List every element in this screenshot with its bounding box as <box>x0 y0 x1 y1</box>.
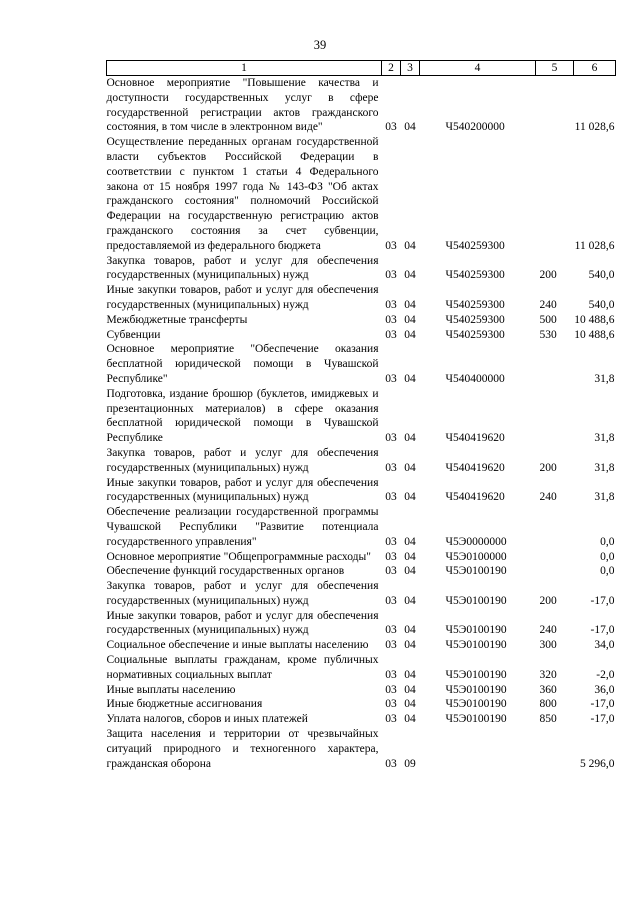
row-amount: 0,0 <box>600 565 615 578</box>
row-section: 03 <box>385 239 397 252</box>
row-expense-type: 320 <box>539 668 557 681</box>
table-row <box>107 683 616 698</box>
row-section: 03 <box>385 535 397 548</box>
row-expense-type <box>536 727 574 771</box>
table-row <box>107 76 616 136</box>
column-header-name: 1 <box>107 61 382 76</box>
row-expense-type <box>536 76 574 136</box>
row-amount: 10 488,6 <box>574 328 615 341</box>
row-target-article: Ч540419620 <box>445 461 505 474</box>
column-header-amount: 6 <box>574 61 616 76</box>
row-name: Основное мероприятие "Повышение качества и доступности государственных услуг в сфере государственной регистрации актов гражданского состояния, в том числе в электронном виде" <box>106 77 379 134</box>
row-expense-type: 200 <box>539 461 557 474</box>
row-section: 03 <box>385 432 397 445</box>
row-subsection: 04 <box>404 239 416 252</box>
row-target-article: Ч5Э0000000 <box>445 535 507 548</box>
row-amount: 540,0 <box>588 269 615 282</box>
row-amount: 5 296,0 <box>580 757 615 770</box>
row-amount: 11 028,6 <box>574 239 615 252</box>
row-amount: 540,0 <box>588 298 615 311</box>
row-section: 03 <box>385 757 397 770</box>
table-row <box>107 727 616 771</box>
table-row <box>107 342 616 386</box>
row-expense-type <box>536 387 574 446</box>
table-row <box>107 638 616 653</box>
row-subsection: 04 <box>404 298 416 311</box>
row-subsection: 04 <box>404 594 416 607</box>
row-target-article: Ч5Э0100190 <box>445 668 507 681</box>
row-section: 03 <box>385 328 397 341</box>
row-expense-type <box>536 135 574 253</box>
table-row <box>107 387 616 446</box>
row-subsection: 04 <box>404 313 416 326</box>
row-section: 03 <box>385 668 397 681</box>
row-amount: 31,8 <box>594 461 615 474</box>
row-expense-type: 240 <box>539 298 557 311</box>
row-subsection: 04 <box>404 683 416 696</box>
row-subsection: 09 <box>404 757 416 770</box>
row-target-article: Ч540419620 <box>445 432 505 445</box>
row-expense-type: 360 <box>539 683 557 696</box>
row-section: 03 <box>385 624 397 637</box>
table-row <box>107 313 616 328</box>
row-name: Иные закупки товаров, работ и услуг для обеспечения государственных (муниципальных) нужд <box>106 476 379 504</box>
row-target-article: Ч540259300 <box>445 328 505 341</box>
row-name: Подготовка, издание брошюр (буклетов, имиджевых и презентационных материалов) в сфере оказания бесплатной юридической помощи в Чувашской Республике <box>106 387 379 445</box>
row-target-article: Ч540259300 <box>445 269 505 282</box>
row-amount: 36,0 <box>594 683 615 696</box>
table-header-row <box>107 61 616 76</box>
row-subsection: 04 <box>404 121 416 134</box>
row-expense-type: 200 <box>539 269 557 282</box>
row-expense-type: 800 <box>539 698 557 711</box>
row-name: Иные закупки товаров, работ и услуг для обеспечения государственных (муниципальных) нужд <box>106 609 379 637</box>
row-name: Социальные выплаты гражданам, кроме публичных нормативных социальных выплат <box>106 654 379 681</box>
row-target-article: Ч5Э0100190 <box>445 594 507 607</box>
row-name: Межбюджетные трансферты <box>106 313 248 326</box>
row-expense-type <box>536 550 574 565</box>
row-target-article: Ч5Э0100190 <box>445 683 507 696</box>
table-row <box>107 135 616 253</box>
column-header-section: 2 <box>382 61 401 76</box>
row-name: Закупка товаров, работ и услуг для обеспечения государственных (муниципальных) нужд <box>106 446 379 474</box>
row-section: 03 <box>385 550 397 563</box>
row-subsection: 04 <box>404 491 416 504</box>
row-name: Обеспечение реализации государственной программы Чувашской Республики "Развитие потенциала государственного управления" <box>106 506 379 548</box>
row-expense-type: 240 <box>539 624 557 637</box>
row-name: Защита населения и территории от чрезвычайных ситуаций природного и техногенного характера, гражданская оборона <box>106 728 379 770</box>
row-subsection: 04 <box>404 372 416 385</box>
row-section: 03 <box>385 713 397 726</box>
row-target-article: Ч5Э0100190 <box>445 624 507 637</box>
row-amount: -2,0 <box>596 668 615 681</box>
row-expense-type: 240 <box>539 491 557 504</box>
row-expense-type <box>536 505 574 549</box>
row-section: 03 <box>385 491 397 504</box>
row-amount: -17,0 <box>590 713 615 726</box>
row-expense-type: 500 <box>539 313 557 326</box>
row-target-article: Ч5Э0100000 <box>445 550 507 563</box>
row-subsection: 04 <box>404 535 416 548</box>
column-header-expense-type: 5 <box>536 61 574 76</box>
table-row <box>107 283 616 313</box>
row-name: Закупка товаров, работ и услуг для обеспечения государственных (муниципальных) нужд <box>106 254 379 282</box>
budget-table <box>106 60 616 771</box>
table-row <box>107 328 616 343</box>
table-row <box>107 697 616 712</box>
row-section: 03 <box>385 639 397 652</box>
row-target-article: Ч5Э0100190 <box>445 713 507 726</box>
row-name: Уплата налогов, сборов и иных платежей <box>106 713 308 726</box>
row-section: 03 <box>385 683 397 696</box>
row-section: 03 <box>385 698 397 711</box>
row-amount: 10 488,6 <box>574 313 615 326</box>
table-row <box>107 476 616 506</box>
row-expense-type: 530 <box>539 328 557 341</box>
row-name: Субвенции <box>106 328 161 341</box>
row-name: Обеспечение функций государственных органов <box>106 565 345 578</box>
row-target-article: Ч540259300 <box>445 313 505 326</box>
row-subsection: 04 <box>404 461 416 474</box>
column-header-target-article: 4 <box>420 61 536 76</box>
row-section: 03 <box>385 565 397 578</box>
table-row <box>107 579 616 609</box>
row-subsection: 04 <box>404 550 416 563</box>
row-amount: 34,0 <box>594 639 615 652</box>
row-target-article: Ч540259300 <box>445 298 505 311</box>
row-section: 03 <box>385 461 397 474</box>
row-name: Иные закупки товаров, работ и услуг для обеспечения государственных (муниципальных) нужд <box>106 284 379 311</box>
row-name: Основное мероприятие "Обеспечение оказания бесплатной юридической помощи в Чувашской Республике" <box>106 343 379 385</box>
row-expense-type <box>536 564 574 579</box>
row-name: Иные бюджетные ассигнования <box>106 698 263 711</box>
row-subsection: 04 <box>404 624 416 637</box>
row-name: Иные выплаты населению <box>106 683 236 696</box>
row-name: Социальное обеспечение и иные выплаты населению <box>106 639 369 652</box>
row-target-article <box>420 727 536 771</box>
row-subsection: 04 <box>404 668 416 681</box>
row-name: Основное мероприятие "Общепрограммные расходы" <box>106 550 371 563</box>
row-expense-type: 300 <box>539 639 557 652</box>
row-subsection: 04 <box>404 698 416 711</box>
table-row <box>107 564 616 579</box>
table-row <box>107 505 616 549</box>
row-amount: 31,8 <box>594 491 615 504</box>
row-amount: 31,8 <box>594 432 615 445</box>
row-expense-type: 850 <box>539 713 557 726</box>
row-amount: 0,0 <box>600 535 615 548</box>
row-section: 03 <box>385 298 397 311</box>
table-row <box>107 550 616 565</box>
row-name: Осуществление переданных органам государственной власти субъектов Российской Федерации в соответствии с пунктом 1 статьи 4 Федерального закона от 15 ноября 1997 года № 143-ФЗ "Об актах гражданского состояния" полномочий Российской Федерации на государственную регистрацию актов гражданского состояния за счет субвенции, предоставляемой из федерального бюджета <box>106 136 379 252</box>
row-subsection: 04 <box>404 565 416 578</box>
row-section: 03 <box>385 313 397 326</box>
row-subsection: 04 <box>404 713 416 726</box>
row-target-article: Ч540400000 <box>445 372 505 385</box>
row-target-article: Ч5Э0100190 <box>445 639 507 652</box>
row-subsection: 04 <box>404 328 416 341</box>
table-row <box>107 609 616 639</box>
table-row <box>107 446 616 476</box>
row-expense-type <box>536 342 574 386</box>
row-target-article: Ч5Э0100190 <box>445 698 507 711</box>
row-expense-type: 200 <box>539 594 557 607</box>
row-amount: 11 028,6 <box>574 121 615 134</box>
row-target-article: Ч540259300 <box>445 239 505 252</box>
row-section: 03 <box>385 372 397 385</box>
row-subsection: 04 <box>404 639 416 652</box>
row-target-article: Ч5Э0100190 <box>445 565 507 578</box>
row-target-article: Ч540419620 <box>445 491 505 504</box>
row-amount: 0,0 <box>600 550 615 563</box>
row-subsection: 04 <box>404 269 416 282</box>
row-section: 03 <box>385 269 397 282</box>
row-name: Закупка товаров, работ и услуг для обеспечения государственных (муниципальных) нужд <box>106 580 379 607</box>
table-row <box>107 653 616 683</box>
row-target-article: Ч540200000 <box>445 121 505 134</box>
row-section: 03 <box>385 594 397 607</box>
page-number: 39 <box>313 38 327 52</box>
table-row <box>107 254 616 284</box>
column-header-subsection: 3 <box>401 61 420 76</box>
row-amount: 31,8 <box>594 372 615 385</box>
table-body <box>107 76 616 772</box>
row-amount: -17,0 <box>590 624 615 637</box>
row-amount: -17,0 <box>590 698 615 711</box>
row-amount: -17,0 <box>590 594 615 607</box>
table-row <box>107 712 616 727</box>
row-section: 03 <box>385 121 397 134</box>
row-subsection: 04 <box>404 432 416 445</box>
